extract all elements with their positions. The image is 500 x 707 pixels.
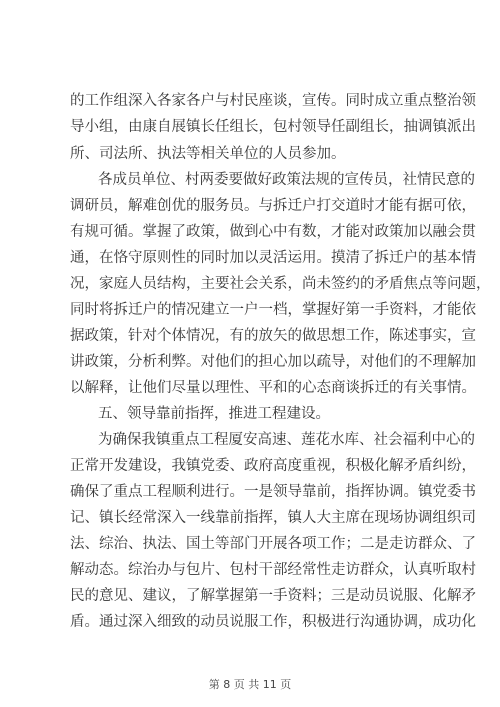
text-line: 为确保我镇重点工程厦安高速、莲花水库、社会福利中心的 [98, 432, 475, 448]
text-line: 导小组，由康自展镇长任组长，包村领导任副组长，抽调镇派出 [70, 119, 476, 135]
text-line: 况，家庭人员结构，主要社会关系，尚未签约的矛盾焦点等问题， [70, 276, 491, 292]
text-line: 通，在恪守原则性的同时加以灵活运用。摸清了拆迁户的基本情 [70, 250, 476, 266]
text-line: 据政策，针对个体情况，有的放矢的做思想工作，陈述事实，宣 [70, 328, 476, 344]
text-line: 解动态。综治办与包片、包村干部经常性走访群众，认真听取村 [70, 562, 476, 578]
text-line: 同时将拆迁户的情况建立一户一档，掌握好第一手资料，才能依 [70, 302, 476, 318]
text-line: 法、综治、执法、国土等部门开展各项工作；二是走访群众、了 [70, 536, 476, 552]
text-line: 调研员，解难创优的服务员。与拆迁户打交道时才能有据可依， [70, 198, 476, 214]
text-line: 有规可循。掌握了政策，做到心中有数，才能对政策加以融会贯 [70, 224, 476, 240]
text-line: 记、镇长经常深入一线靠前指挥，镇人大主席在现场协调组织司 [70, 510, 476, 526]
text-line: 所、司法所、执法等相关单位的人员参加。 [70, 146, 346, 162]
text-line: 以解释，让他们尽量以理性、平和的心态商谈拆迁的有关事情。 [70, 380, 476, 396]
text-line: 确保了重点工程顺利进行。一是领导靠前，指挥协调。镇党委书 [70, 484, 476, 500]
text-line: 民的意见、建议，了解掌握第一手资料；三是动员说服、化解矛 [70, 588, 476, 604]
text-line: 的工作组深入各家各户与村民座谈，宣传。同时成立重点整治领 [70, 93, 476, 109]
text-line: 讲政策，分析利弊。对他们的担心加以疏导，对他们的不理解加 [70, 354, 476, 370]
text-line: 盾。通过深入细致的动员说服工作，积极进行沟通协调，成功化 [70, 614, 476, 630]
text-line: 正常开发建设，我镇党委、政府高度重视，积极化解矛盾纠纷， [70, 458, 476, 474]
section-heading: 五、领导靠前指挥，推进工程建设。 [98, 406, 330, 422]
text-line: 各成员单位、村两委要做好政策法规的宣传员，社情民意的 [98, 172, 475, 188]
page-footer: 第 8 页 共 11 页 [208, 678, 292, 691]
